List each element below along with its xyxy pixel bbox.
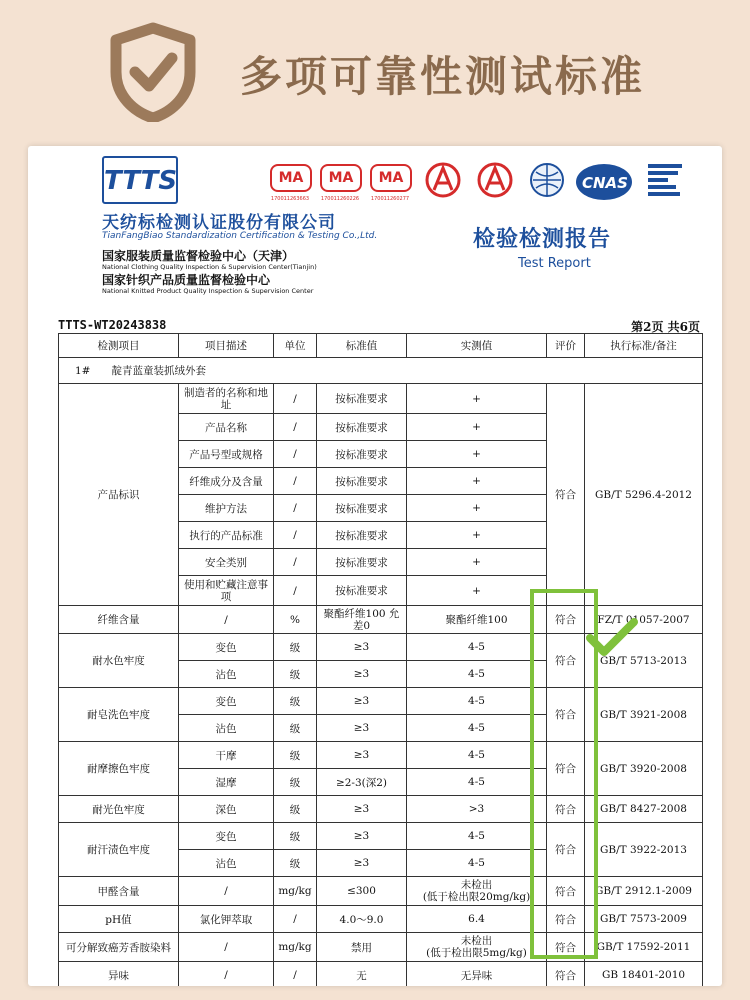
value-cell: 4-5	[407, 742, 547, 769]
desc-cell: 变色	[179, 688, 274, 715]
ttts-logo	[102, 156, 178, 204]
desc-cell: 执行的产品标准	[179, 522, 274, 549]
value-cell: +	[407, 495, 547, 522]
eval-cell: 符合	[547, 877, 585, 906]
table-row	[59, 823, 703, 850]
unit-cell: /	[274, 549, 317, 576]
desc-cell: 湿摩	[179, 769, 274, 796]
eval-cell: 符合	[547, 688, 585, 742]
standard-cell: GB/T 17592-2011	[585, 933, 703, 962]
table-header-row	[59, 334, 703, 358]
desc-cell: /	[179, 606, 274, 634]
standard-cell: GB/T 3921-2008	[585, 688, 703, 742]
std-cell: ≥3	[317, 742, 407, 769]
unit-cell: /	[274, 522, 317, 549]
center2-name-cn: 国家针织产品质量监督检验中心	[102, 273, 271, 287]
unit-cell: /	[274, 495, 317, 522]
unit-cell: mg/kg	[274, 877, 317, 906]
value-cell: 4-5	[407, 715, 547, 742]
unit-cell: 级	[274, 769, 317, 796]
eval-cell: 符合	[547, 823, 585, 877]
standard-cell: GB/T 8427-2008	[585, 796, 703, 823]
standard-cell: GB/T 2912.1-2009	[585, 877, 703, 906]
desc-cell: 沾色	[179, 850, 274, 877]
std-cell: 按标准要求	[317, 495, 407, 522]
std-cell: 4.0～9.0	[317, 906, 407, 933]
standard-cell: GB/T 5713-2013	[585, 634, 703, 688]
header-cell: 评价	[547, 334, 585, 358]
cma-mark-icon: MA 170011260277	[368, 162, 412, 206]
value-cell: 4-5	[407, 823, 547, 850]
value-cell: >3	[407, 796, 547, 823]
standard-cell: GB/T 3922-2013	[585, 823, 703, 877]
desc-cell: 纤维成分及含量	[179, 468, 274, 495]
eval-cell: 符合	[547, 634, 585, 688]
desc-cell: 干摩	[179, 742, 274, 769]
std-cell: 按标准要求	[317, 441, 407, 468]
org-name-en: TianFangBiao Standardization Certification & Testing Co.,Ltd.	[102, 231, 378, 241]
ilac-mra-icon	[524, 160, 570, 206]
center2-name-en: National Knitted Product Quality Inspection & Supervision Center	[102, 287, 314, 295]
std-cell: 按标准要求	[317, 414, 407, 441]
std-cell: 禁用	[317, 933, 407, 962]
value-cell: +	[407, 468, 547, 495]
value-cell: +	[407, 384, 547, 414]
report-title-en: Test Report	[518, 256, 591, 271]
desc-cell: 维护方法	[179, 495, 274, 522]
eval-cell: 符合	[547, 933, 585, 962]
sample-row	[59, 358, 703, 384]
table-row	[59, 877, 703, 906]
ttts-logo-text: TTTS	[104, 166, 178, 196]
std-cell: 按标准要求	[317, 384, 407, 414]
std-cell: ≥3	[317, 661, 407, 688]
std-cell: ≥3	[317, 850, 407, 877]
cal-mark-icon	[420, 160, 466, 206]
standard-cell: GB/T 5296.4-2012	[585, 384, 703, 606]
desc-cell: /	[179, 962, 274, 987]
header-cell: 项目描述	[179, 334, 274, 358]
item-cell: 纤维含量	[59, 606, 179, 634]
header-cell: 单位	[274, 334, 317, 358]
std-cell: ≥3	[317, 823, 407, 850]
value-cell: 未检出 (低于检出限5mg/kg)	[407, 933, 547, 962]
report-number: TTTS-WT20243838	[58, 318, 167, 332]
desc-cell: 沾色	[179, 661, 274, 688]
unit-cell: 级	[274, 796, 317, 823]
value-cell: 4-5	[407, 688, 547, 715]
unit-cell: 级	[274, 850, 317, 877]
value-cell: +	[407, 576, 547, 606]
std-cell: 无	[317, 962, 407, 987]
table-row	[59, 933, 703, 962]
value-cell: 4-5	[407, 850, 547, 877]
shield-check-icon	[108, 22, 198, 122]
std-cell: ≥3	[317, 634, 407, 661]
unit-cell: 级	[274, 661, 317, 688]
unit-cell: %	[274, 606, 317, 634]
desc-cell: 安全类别	[179, 549, 274, 576]
center1-name-en: National Clothing Quality Inspection & Supervision Center(Tianjin)	[102, 263, 317, 271]
unit-cell: /	[274, 576, 317, 606]
std-cell: 按标准要求	[317, 522, 407, 549]
header-cell: 检测项目	[59, 334, 179, 358]
table-row	[59, 962, 703, 987]
svg-text:CNAS: CNAS	[582, 174, 628, 192]
value-cell: +	[407, 549, 547, 576]
eval-cell: 符合	[547, 796, 585, 823]
certification-marks	[268, 160, 708, 210]
standard-cell: GB 18401-2010	[585, 962, 703, 987]
eval-cell: 符合	[547, 384, 585, 606]
std-cell: ≤300	[317, 877, 407, 906]
org-name-cn: 天纺标检测认证股份有限公司	[102, 213, 336, 233]
banner-title: 多项可靠性测试标准	[240, 52, 646, 101]
desc-cell: 制造者的名称和地址	[179, 384, 274, 414]
cma-mark-icon: MA 170011260226	[318, 162, 362, 206]
standard-cell: FZ/T 01057-2007	[585, 606, 703, 634]
center1-name-cn: 国家服装质量监督检验中心（天津）	[102, 249, 295, 263]
desc-cell: 产品号型或规格	[179, 441, 274, 468]
desc-cell: 使用和贮藏注意事项	[179, 576, 274, 606]
item-cell: 可分解致癌芳香胺染料	[59, 933, 179, 962]
item-cell: 异味	[59, 962, 179, 987]
header-cell: 实测值	[407, 334, 547, 358]
desc-cell: /	[179, 933, 274, 962]
report-title-cn: 检验检测报告	[473, 227, 612, 252]
item-cell: pH值	[59, 906, 179, 933]
unit-cell: /	[274, 468, 317, 495]
value-cell: +	[407, 414, 547, 441]
std-cell: 聚酯纤维100 允差0	[317, 606, 407, 634]
std-cell: ≥3	[317, 688, 407, 715]
std-cell: ≥3	[317, 796, 407, 823]
cnas-testing-label-icon	[646, 160, 696, 206]
unit-cell: /	[274, 441, 317, 468]
desc-cell: 变色	[179, 634, 274, 661]
desc-cell: 氯化钾萃取	[179, 906, 274, 933]
std-cell: ≥2-3(深2)	[317, 769, 407, 796]
item-cell: 甲醛含量	[59, 877, 179, 906]
cma-mark-icon: MA 170011263663	[268, 162, 312, 206]
desc-cell: /	[179, 877, 274, 906]
green-check-icon	[584, 616, 640, 660]
item-cell: 耐摩擦色牢度	[59, 742, 179, 796]
unit-cell: /	[274, 962, 317, 987]
value-cell: 未检出 (低于检出限20mg/kg)	[407, 877, 547, 906]
unit-cell: 级	[274, 688, 317, 715]
banner	[0, 0, 750, 150]
table-row	[59, 688, 703, 715]
table-row	[59, 742, 703, 769]
value-cell: 4-5	[407, 634, 547, 661]
sample-name: 1# 靛青蓝童装抓绒外套	[59, 358, 703, 384]
page-number: 第2页 共6页	[631, 320, 700, 334]
table-row	[59, 906, 703, 933]
header-cell: 执行标准/备注	[585, 334, 703, 358]
unit-cell: /	[274, 414, 317, 441]
value-cell: 4-5	[407, 769, 547, 796]
std-cell: 按标准要求	[317, 468, 407, 495]
value-cell: +	[407, 441, 547, 468]
cnas-icon	[574, 160, 644, 206]
unit-cell: /	[274, 384, 317, 414]
standard-cell: GB/T 7573-2009	[585, 906, 703, 933]
eval-cell: 符合	[547, 606, 585, 634]
value-cell: 4-5	[407, 661, 547, 688]
test-report-document	[28, 146, 722, 986]
value-cell: 无异味	[407, 962, 547, 987]
std-cell: 按标准要求	[317, 576, 407, 606]
eval-cell: 符合	[547, 742, 585, 796]
desc-cell: 变色	[179, 823, 274, 850]
cal-mark-icon	[472, 160, 518, 206]
table-row	[59, 796, 703, 823]
unit-cell: 级	[274, 634, 317, 661]
table-row	[59, 384, 703, 414]
standard-cell: GB/T 3920-2008	[585, 742, 703, 796]
unit-cell: 级	[274, 742, 317, 769]
item-cell: 耐水色牢度	[59, 634, 179, 688]
unit-cell: 级	[274, 823, 317, 850]
desc-cell: 深色	[179, 796, 274, 823]
value-cell: +	[407, 522, 547, 549]
item-cell: 产品标识	[59, 384, 179, 606]
desc-cell: 产品名称	[179, 414, 274, 441]
item-cell: 耐光色牢度	[59, 796, 179, 823]
unit-cell: mg/kg	[274, 933, 317, 962]
unit-cell: 级	[274, 715, 317, 742]
value-cell: 6.4	[407, 906, 547, 933]
std-cell: ≥3	[317, 715, 407, 742]
std-cell: 按标准要求	[317, 549, 407, 576]
unit-cell: /	[274, 906, 317, 933]
eval-cell: 符合	[547, 906, 585, 933]
item-cell: 耐皂洗色牢度	[59, 688, 179, 742]
header-cell: 标准值	[317, 334, 407, 358]
item-cell: 耐汗渍色牢度	[59, 823, 179, 877]
desc-cell: 沾色	[179, 715, 274, 742]
eval-cell: 符合	[547, 962, 585, 987]
value-cell: 聚酯纤维100	[407, 606, 547, 634]
